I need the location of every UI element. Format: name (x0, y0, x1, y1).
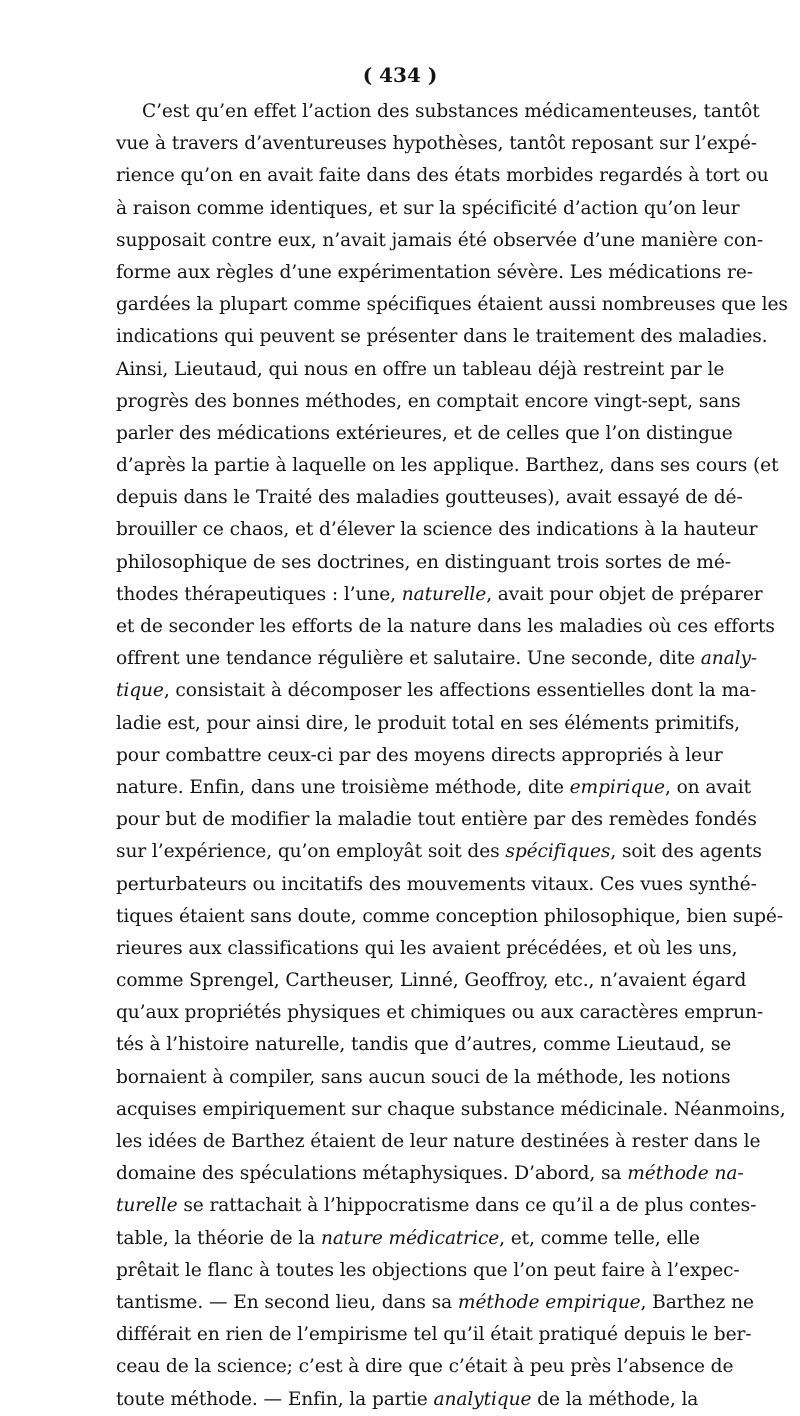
text-line (116, 1319, 752, 1351)
text-line (116, 869, 757, 901)
text-segment: depuis dans le Traité des maladies goutteuses), avait essayé de dé- (116, 487, 743, 509)
text-line (116, 1223, 700, 1255)
text-segment: supposait contre eux, n’avait jamais été observée d’une manière con- (116, 229, 764, 251)
text-segment: , et, comme telle, elle (499, 1227, 700, 1249)
text-line (116, 418, 733, 450)
text-segment: , Barthez ne (640, 1291, 754, 1313)
text-line (116, 1029, 732, 1061)
text-segment: rieures aux classifications qui les avaient précédées, et où les uns, (116, 937, 738, 959)
italic-term: turelle (116, 1195, 178, 1217)
text-line (116, 321, 768, 353)
text-segment: indications qui peuvent se présenter dans le traitement des maladies. (116, 326, 768, 348)
text-segment: domaine des spéculations métaphysiques. D’abord, sa (116, 1163, 628, 1185)
text-segment: tantisme. — En second lieu, dans sa (116, 1291, 458, 1313)
text-line (116, 579, 763, 611)
text-segment: nature. Enfin, dans une troisième méthode, dite (116, 776, 570, 798)
text-segment: à raison comme identiques, et sur la spécificité d’action qu’on leur (116, 197, 740, 219)
text-line (116, 675, 757, 707)
text-segment: ceau de la science; c’est à dire que c’était à peu près l’absence de (116, 1356, 734, 1378)
text-segment: perturbateurs ou incitatifs des mouvements vitaux. Ces vues synthé- (116, 873, 757, 895)
text-segment: acquises empiriquement sur chaque substance médicinale. Néanmoins, (116, 1098, 786, 1120)
text-line (116, 965, 747, 997)
text-segment: gardées la plupart comme spécifiques étaient aussi nombreuses que les (116, 294, 788, 316)
text-line (116, 933, 738, 965)
text-line (116, 1190, 757, 1222)
text-line (116, 1384, 699, 1416)
italic-term: spécifiques (505, 841, 611, 863)
text-line (116, 386, 741, 418)
text-line (116, 257, 753, 289)
text-line (116, 901, 784, 933)
text-line (116, 1094, 786, 1126)
italic-term: analy- (700, 648, 758, 670)
italic-term: empirique (569, 776, 665, 798)
text-line (116, 1287, 754, 1319)
text-segment: d’après la partie à laquelle on les applique. Barthez, dans ses cours (et (116, 455, 779, 477)
text-line (116, 1062, 731, 1094)
text-segment: comme Sprengel, Cartheuser, Linné, Geoffroy, etc., n’avaient égard (116, 970, 747, 992)
page-number: ( 434 ) (362, 63, 438, 87)
text-line (116, 482, 743, 514)
text-line (116, 804, 757, 836)
text-segment: pour combattre ceux-ci par des moyens directs appropriés à leur (116, 744, 723, 766)
text-segment: offrent une tendance régulière et salutaire. Une seconde, dite (116, 648, 701, 670)
text-segment: forme aux règles d’une expérimentation sévère. Les médications re- (116, 261, 753, 283)
text-segment: parler des médications extérieures, et de celles que l’on distingue (116, 422, 733, 444)
text-line (116, 708, 740, 740)
text-segment: pour but de modifier la maladie tout entière par des remèdes fondés (116, 809, 757, 831)
text-segment: , soit des agents (610, 841, 762, 863)
italic-term: méthode empirique (457, 1291, 641, 1313)
text-segment: qu’aux propriétés physiques et chimiques ou aux caractères emprun- (116, 1002, 764, 1024)
text-line (116, 514, 758, 546)
text-line (116, 772, 751, 804)
text-segment: tés à l’histoire naturelle, tandis que d’autres, comme Lieutaud, se (116, 1034, 732, 1056)
text-line (116, 1255, 740, 1287)
text-line (116, 1126, 761, 1158)
text-line (116, 1158, 744, 1190)
text-segment: vue à travers d’aventureuses hypothèses, tantôt reposant sur l’expé- (116, 133, 757, 155)
italic-term: naturelle (401, 583, 487, 605)
text-segment: C’est qu’en effet l’action des substances médicamenteuses, tantôt (142, 101, 760, 122)
text-segment: , on avait (664, 776, 751, 798)
text-segment: ladie est, pour ainsi dire, le produit total en ses éléments primitifs, (116, 712, 740, 734)
text-segment: se rattachait à l’hippocratisme dans ce qu’il a de plus contes- (177, 1195, 757, 1217)
text-segment: , avait pour objet de préparer (486, 583, 763, 605)
text-segment: rience qu’on en avait faite dans des états morbides regardés à tort ou (116, 165, 769, 187)
text-line (116, 289, 788, 321)
text-segment: et de seconder les efforts de la nature dans les maladies où ces efforts (116, 616, 775, 637)
text-line (116, 643, 758, 675)
text-segment: différait en rien de l’empirisme tel qu’il était pratiqué depuis le ber- (116, 1324, 752, 1346)
text-segment: tiques étaient sans doute, comme conception philosophique, bien supé- (116, 905, 784, 927)
text-segment: sur l’expérience, qu’on employât soit des (116, 841, 506, 863)
page-text (116, 96, 788, 1416)
text-line (116, 128, 757, 160)
text-segment: table, la théorie de la (116, 1227, 321, 1249)
text-segment: Ainsi, Lieutaud, qui nous en offre un tableau déjà restreint par le (116, 358, 725, 380)
text-line (116, 160, 769, 192)
text-line (116, 836, 762, 868)
text-segment: brouiller ce chaos, et d’élever la science des indications à la hauteur (116, 519, 758, 541)
text-segment: bornaient à compiler, sans aucun souci de la méthode, les notions (116, 1066, 731, 1088)
text-line (116, 611, 775, 643)
italic-term: analytique (433, 1388, 532, 1410)
text-line (116, 547, 731, 579)
italic-term: méthode na- (627, 1163, 744, 1185)
text-segment: thodes thérapeutiques : l’une, (116, 583, 402, 605)
text-segment: philosophique de ses doctrines, en distinguant trois sortes de mé- (116, 551, 731, 573)
text-segment: progrès des bonnes méthodes, en comptait encore vingt-sept, sans (116, 390, 741, 412)
text-line (116, 225, 764, 257)
text-line (116, 193, 740, 225)
text-line (116, 96, 760, 128)
italic-term: tique (116, 680, 164, 702)
text-segment: , consistait à décomposer les affections essentielles dont la ma- (163, 680, 757, 702)
text-line (116, 354, 725, 386)
text-line (116, 450, 779, 482)
text-line (116, 997, 764, 1029)
text-segment: les idées de Barthez étaient de leur nature destinées à rester dans le (116, 1131, 761, 1152)
text-segment: prêtait le flanc à toutes les objections que l’on peut faire à l’expec- (116, 1259, 740, 1281)
text-line (116, 1351, 734, 1383)
text-segment: de la méthode, la (531, 1388, 699, 1410)
text-segment: toute méthode. — Enfin, la partie (116, 1388, 434, 1410)
text-line (116, 740, 723, 772)
book-page (116, 58, 788, 1416)
italic-term: nature médicatrice (320, 1227, 500, 1249)
